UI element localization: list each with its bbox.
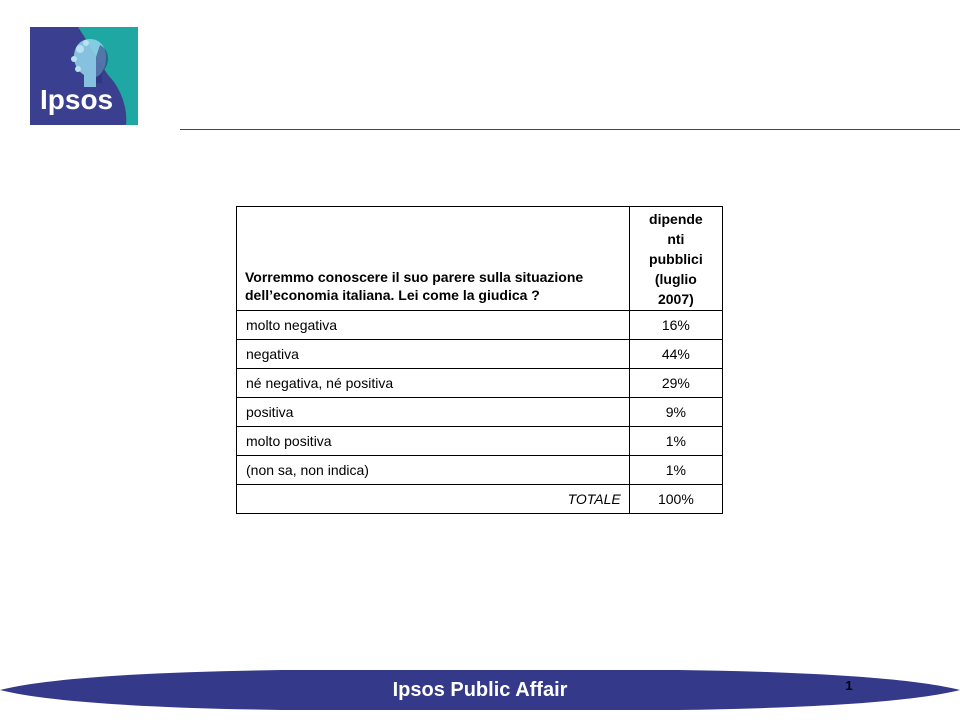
header-rule — [180, 129, 960, 130]
row-label: (non sa, non indica) — [237, 456, 630, 485]
table-row — [237, 398, 723, 427]
row-value: 16% — [629, 311, 722, 340]
footer-title: Ipsos Public Affair — [392, 679, 568, 701]
table-row — [237, 311, 723, 340]
row-value: 44% — [629, 340, 722, 369]
table-row — [237, 340, 723, 369]
row-value: 9% — [629, 398, 722, 427]
survey-table — [236, 206, 723, 514]
row-label: negativa — [237, 340, 630, 369]
row-value: 29% — [629, 369, 722, 398]
table-row — [237, 369, 723, 398]
column-header: dipende nti pubblici (luglio 2007) — [629, 207, 722, 311]
row-label: molto positiva — [237, 427, 630, 456]
table-row — [237, 456, 723, 485]
ipsos-logo — [30, 27, 138, 125]
page-number: 1 — [845, 678, 853, 693]
question-text: Vorremmo conoscere il suo parere sulla situazione dell’economia italiana. Lei come la giudica ? — [237, 207, 630, 311]
total-label: TOTALE — [237, 485, 630, 514]
total-value: 100% — [629, 485, 722, 514]
row-label: positiva — [237, 398, 630, 427]
table-row — [237, 427, 723, 456]
table-header-row — [237, 207, 723, 311]
row-value: 1% — [629, 456, 722, 485]
row-value: 1% — [629, 427, 722, 456]
row-label: molto negativa — [237, 311, 630, 340]
row-label: né negativa, né positiva — [237, 369, 630, 398]
logo-wordmark: Ipsos — [40, 84, 114, 115]
table-total-row — [237, 485, 723, 514]
